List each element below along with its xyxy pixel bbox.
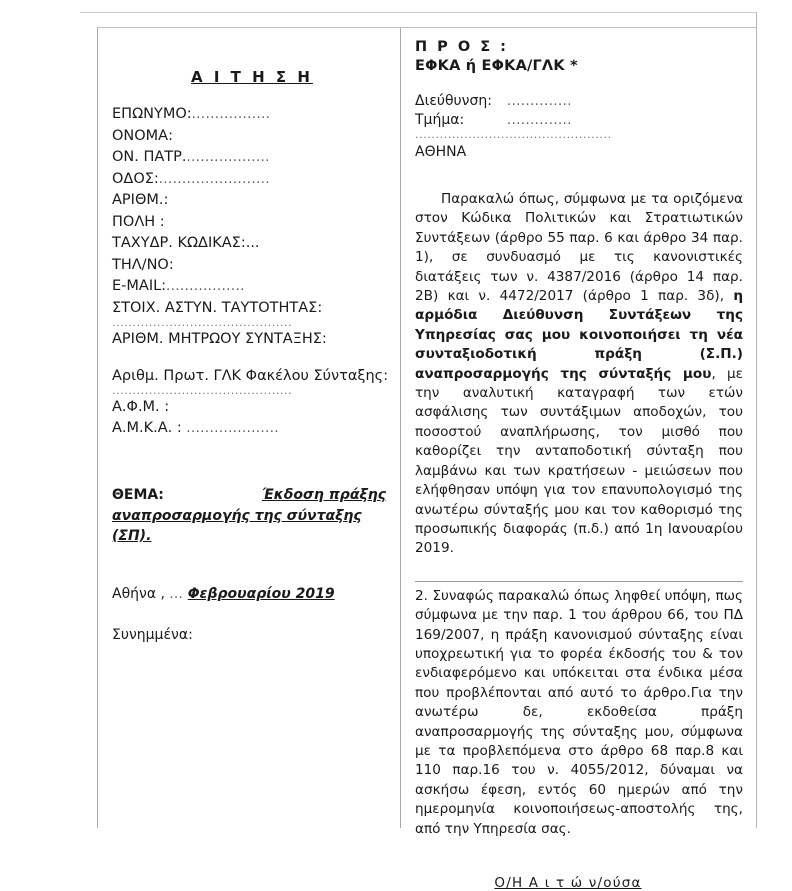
paragraph-divider (415, 581, 743, 582)
signature-line: Ο/Η Α ι τ ώ ν/ούσα (494, 875, 642, 891)
attachments-label[interactable] (112, 627, 386, 643)
field-label-city: ΠΟΛΗ : (112, 213, 165, 230)
field-row-fathername[interactable] (112, 147, 386, 169)
subject-text-line2: αναπροσαρμογής της σύνταξης (ΣΠ). (112, 508, 362, 544)
recipient-department-label: Τμήμα: (415, 112, 465, 128)
field-label-phone: ΤΗΛ/ΝΟ: (112, 256, 174, 273)
applicant-fields-list (112, 104, 389, 439)
recipient-department-dots: .............. (507, 113, 572, 128)
subject-first-line (112, 485, 386, 505)
recipient-and-body-column (401, 28, 757, 891)
field-dots-fathername: .................. (186, 150, 270, 165)
field-label-surname: ΕΠΩΝΥΜΟ: (112, 106, 192, 122)
recipient-address-dots: .............. (507, 94, 572, 109)
field-row-amka[interactable] (112, 418, 386, 440)
field-label-fathername: ΟΝ. ΠΑΤΡ. (112, 149, 187, 165)
place-and-date-line[interactable] (112, 586, 386, 602)
field-label-afm: Α.Φ.Μ. : (112, 399, 170, 415)
field-dots-amka: .................... (186, 420, 280, 436)
subject-block (112, 485, 386, 546)
recipient-fields (415, 92, 743, 162)
spacer (112, 350, 386, 366)
field-row-phone[interactable] (112, 255, 386, 277)
date-value: Φεβρουαρίου 2019 (187, 586, 335, 602)
field-dots-surname: ................. (191, 107, 271, 122)
recipient-value: ΕΦΚΑ ή ΕΦΚΑ/ΓΛΚ * (415, 58, 578, 74)
field-separator-id-card: ............................................ (112, 318, 293, 329)
form-title: Α Ι Τ Η Σ Η (191, 68, 313, 86)
subject-label: ΘΕΜΑ: (112, 487, 164, 503)
recipient-address-row[interactable] (415, 92, 743, 111)
field-row-firstname[interactable] (112, 126, 386, 148)
field-row-street[interactable] (112, 169, 386, 191)
field-row-afm[interactable] (112, 397, 386, 418)
field-row-pension-registry-number[interactable] (112, 329, 386, 350)
field-label-glk-file-number: Αριθμ. Πρωτ. ΓΛΚ Φακέλου Σύνταξης: (112, 367, 389, 384)
field-label-amka: Α.Μ.Κ.Α. : (112, 419, 182, 436)
field-row-glk-file-number[interactable] (112, 366, 389, 387)
recipient-address-label: Διεύθυνση: (415, 93, 492, 109)
place-label: Αθήνα , (112, 586, 165, 602)
paragraph-1-part-b: , με την αναλυτική καταγραφή των ετών ασφάλισης των συντάξιμων αποδοχών, του ποσοστού αναπλήρωσης, τον μισθό που καθορίζει την ανταποδοτική σύνταξη που λαμβάνω και των κρατήσεων - μειώσεων που ελήφθησαν υπόψη για τον επανυπολογισμό της ανωτέρω σύνταξής μου και τον καθορισμό της προσωπικής διαφοράς (π.δ.) από 1η Ιανουαρίου 2019. (415, 365, 743, 557)
field-row-surname[interactable] (112, 104, 386, 126)
application-form-table (97, 27, 757, 891)
recipient-city-text: ΑΘΗΝΑ (415, 144, 467, 160)
recipient-separator: ................................................ (415, 130, 612, 141)
field-separator-glk-file-number: ............................................ (112, 386, 293, 397)
field-row-number[interactable] (112, 190, 386, 212)
field-row-email[interactable] (112, 276, 386, 298)
request-paragraph-2: 2. Συναφώς παρακαλώ όπως ληφθεί υπόψη, πως σύμφωνα με την παρ. 1 του άρθρου 66, του ΠΔ 169/2007, η πράξη κανονισμού σύνταξης είναι υποχρεωτική για το φορέα έκδοσής του & τον ενδιαφερόμενο και υπόκειται στα ένδικα μέσα που προβλέπονται από αυτό το άρθρο.Για την ανωτέρω δε, εκδοθείσα πράξη αναπροσαρμογής της σύνταξης μου, σύμφωνα με τα προβλεπόμενα στο άρθρο 68 παρ.8 και 110 παρ.16 του ν. 4055/2012, δύναμαι να ασκήσω έφεση, εντός 60 ημερών από την ημερομηνία κοινοποιήσεως-αποστολής της, από την Υπηρεσία σας. (415, 587, 743, 837)
recipient-city (415, 143, 743, 162)
field-label-id-card: ΣΤΟΙΧ. ΑΣΤΥΝ. ΤΑΥΤΟΤΗΤΑΣ: (112, 299, 323, 316)
field-label-pension-registry-number: ΑΡΙΘΜ. ΜΗΤΡΩΟΥ ΣΥΝΤΑΞΗΣ: (112, 331, 327, 347)
field-label-street: ΟΔΟΣ: (112, 170, 159, 187)
field-row-city[interactable] (112, 212, 386, 234)
attachments-text: Συνημμένα: (112, 627, 193, 643)
field-label-email: E-MAIL: (112, 278, 167, 294)
field-dots-street: ........................ (158, 171, 270, 187)
subject-text-line1: Έκδοση πράξης (261, 487, 386, 503)
recipient-label: Π Ρ Ο Σ : (415, 39, 509, 55)
paragraph-1-emphasis: η αρμόδια Διεύθυνση Συντάξεων της Υπηρεσίας σας μου κοινοποιήσει τη νέα συνταξιοδοτική πράξη (Σ.Π.) αναπροσαρμογής της σύνταξής μου (415, 288, 743, 382)
place-date-dots: ... (169, 587, 184, 602)
field-label-number: ΑΡΙΘΜ.: (112, 192, 169, 208)
applicant-details-column (98, 28, 401, 828)
field-row-id-card[interactable] (112, 298, 386, 319)
recipient-department-row[interactable] (415, 111, 743, 130)
paragraph-1-part-a: Παρακαλώ όπως, σύμφωνα με τα οριζόμενα στον Κώδικα Πολιτικών και Στρατιωτικών Συντάξεων (άρθρο 55 παρ. 6 και άρθρο 34 παρ. 1), σε συνδυασμό με τις κανονιστικές διατάξεις των ν. 4387/2016 (άρθρο 14 παρ. 2Β) και ν. 4472/2017 (άρθρο 1 παρ. 3δ), (415, 191, 743, 305)
field-label-firstname: ΟΝΟΜΑ: (112, 127, 173, 144)
field-row-postcode[interactable] (112, 233, 386, 255)
field-dots-email: ................. (166, 279, 245, 294)
request-paragraph-1 (415, 190, 743, 559)
field-label-postcode: ΤΑΧΥΔΡ. ΚΩΔΙΚΑΣ:... (112, 235, 260, 251)
